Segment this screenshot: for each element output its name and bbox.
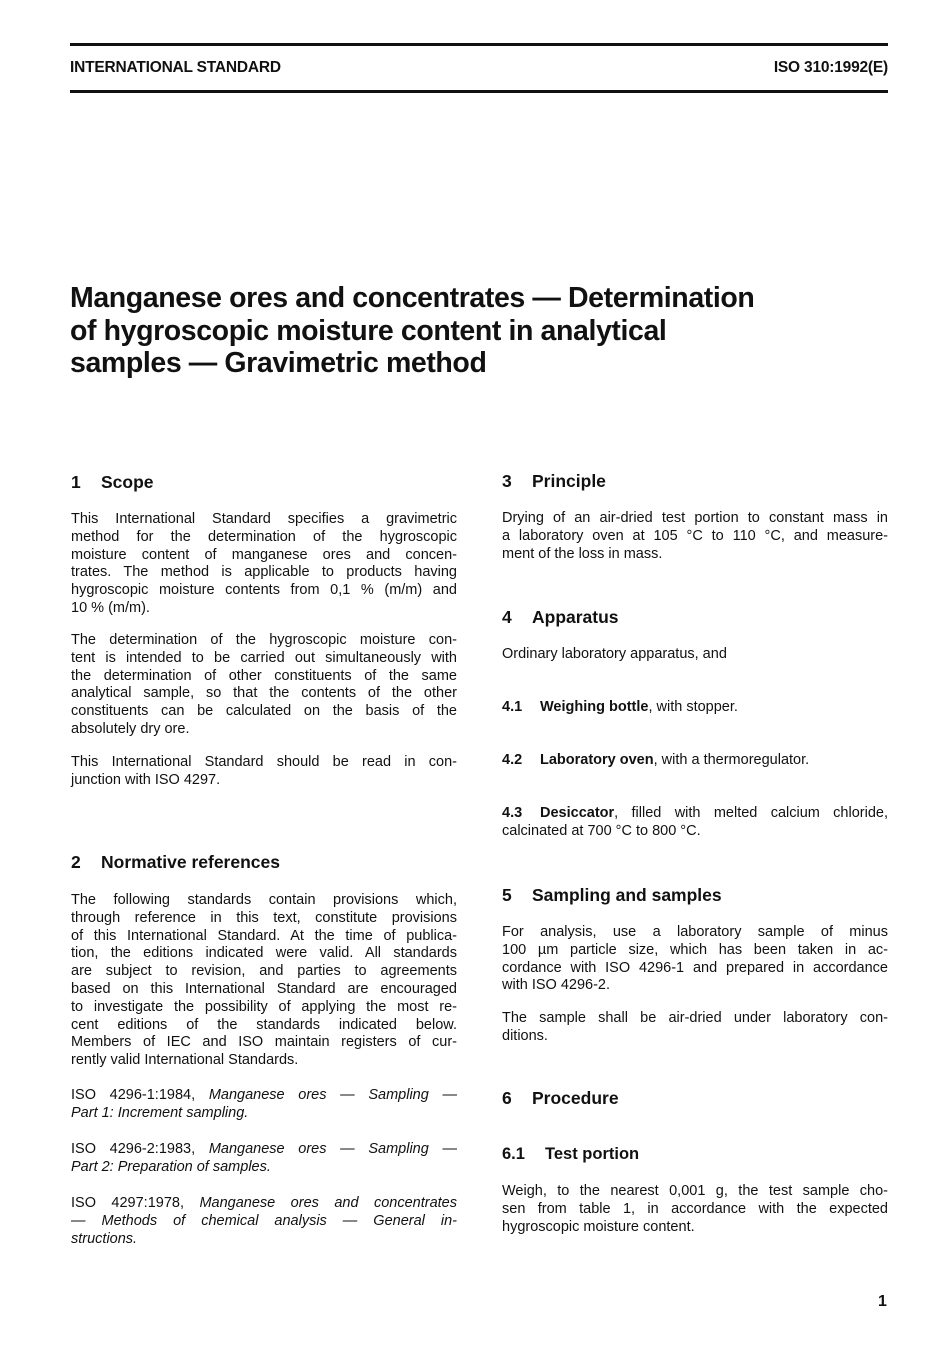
title-line: Manganese ores and concentrates — Determination — [70, 282, 755, 314]
text-line: cent editions of the standards indicated below. — [71, 1016, 457, 1033]
normative-paragraph — [71, 892, 457, 1070]
text-line: to investigate the possibility of applying the most re- — [71, 998, 457, 1015]
section-title: Normative references — [101, 852, 280, 872]
text-line: absolutely dry ore. — [71, 720, 190, 737]
text-line: For analysis, use a laboratory sample of minus — [502, 924, 888, 940]
text-line: are subject to revision, and parties to agreements — [71, 963, 457, 980]
reference-title: Part 2: Preparation of samples. — [71, 1158, 271, 1175]
text-line: 10 % (m/m). — [71, 599, 150, 616]
subsection-title: Test portion — [545, 1145, 640, 1163]
document-title — [70, 282, 870, 380]
section-heading-apparatus — [502, 607, 619, 628]
item-description: , with stopper. — [648, 699, 738, 715]
apparatus-item-4-2 — [502, 752, 888, 770]
reference-item — [71, 1141, 457, 1177]
text-line: through reference in this text, constitute provisions — [71, 909, 457, 926]
section-heading-principle — [502, 471, 606, 492]
text-line: Drying of an air-dried test portion to constant mass in — [502, 510, 888, 526]
text-line: trates. The method is applicable to products having — [71, 564, 457, 581]
text-line: moisture content of manganese ores and concen- — [71, 546, 457, 563]
text-line: a laboratory oven at 105 °C to 110 °C, and measure- — [502, 527, 888, 544]
item-description: calcinated at 700 °C to 800 °C. — [502, 822, 701, 839]
text-line: The following standards contain provisions which, — [71, 892, 457, 908]
document-type-label: INTERNATIONAL STANDARD — [70, 59, 281, 76]
reference-title: Manganese ores — Sampling — — [208, 1087, 457, 1103]
document-number: ISO 310:1992(E) — [773, 59, 888, 76]
text-line: ditions. — [502, 1027, 548, 1044]
text-line: The determination of the hygroscopic moisture con- — [71, 632, 457, 648]
item-term: Desiccator — [540, 805, 615, 821]
text-line: The sample shall be air-dried under laboratory con- — [502, 1010, 888, 1026]
reference-title: Manganese ores — Sampling — — [208, 1141, 457, 1157]
apparatus-item-4-3 — [502, 805, 888, 841]
section-title: Procedure — [532, 1088, 619, 1108]
text-line: This International Standard specifies a gravimetric — [71, 511, 457, 527]
section-number: 4 — [502, 607, 512, 627]
scope-paragraph-3 — [71, 754, 457, 790]
text-line: cordance with ISO 4296-1 and prepared in accordance — [502, 959, 888, 976]
apparatus-intro — [502, 646, 888, 664]
section-title: Apparatus — [532, 607, 619, 627]
subsection-heading-test-portion — [502, 1145, 639, 1164]
item-description: , filled with melted calcium chloride, — [614, 805, 888, 821]
section-number: 1 — [71, 472, 81, 492]
test-portion-paragraph — [502, 1183, 888, 1236]
section-number: 2 — [71, 852, 81, 872]
text-line: constituents can be calculated on the basis of the — [71, 703, 457, 720]
sampling-paragraph-1 — [502, 924, 888, 995]
title-line: of hygroscopic moisture content in analytical — [70, 314, 667, 347]
reference-item — [71, 1195, 457, 1248]
text-line: Ordinary laboratory apparatus, and — [502, 646, 727, 662]
text-line: rently valid International Standards. — [71, 1052, 299, 1069]
item-term: Laboratory oven — [540, 752, 654, 768]
reference-item — [71, 1087, 457, 1123]
reference-id: ISO 4296-2:1983, — [71, 1141, 196, 1157]
text-line: tion, the editions indicated were valid. All standards — [71, 945, 457, 962]
item-number: 4.1 — [502, 699, 523, 715]
reference-title: structions. — [71, 1230, 138, 1247]
subsection-number: 6.1 — [502, 1145, 525, 1163]
section-heading-normative-references — [71, 852, 280, 873]
section-title: Principle — [532, 471, 606, 491]
text-line: with ISO 4296-2. — [502, 977, 610, 994]
text-line: ment of the loss in mass. — [502, 545, 663, 562]
page-number: 1 — [878, 1293, 887, 1310]
text-line: the determination of other constituents of the same — [71, 667, 457, 684]
section-heading-sampling — [502, 885, 722, 906]
text-line: junction with ISO 4297. — [71, 771, 221, 788]
text-line: based on this International Standard are encouraged — [71, 980, 457, 997]
scope-paragraph-2 — [71, 632, 457, 739]
section-number: 6 — [502, 1088, 512, 1108]
header-rule-top — [70, 43, 888, 46]
item-term: Weighing bottle — [540, 699, 649, 715]
title-line: samples — Gravimetric method — [70, 347, 487, 379]
text-line: hygroscopic moisture contents from 0,1 % (m/m) and — [71, 582, 457, 599]
item-number: 4.3 — [502, 805, 523, 821]
text-line: Members of IEC and ISO maintain registers of cur- — [71, 1034, 457, 1051]
principle-paragraph — [502, 510, 888, 563]
text-line: Weigh, to the nearest 0,001 g, the test sample cho- — [502, 1183, 888, 1199]
section-heading-scope — [71, 472, 154, 493]
sampling-paragraph-2 — [502, 1010, 888, 1046]
reference-title: — Methods of chemical analysis — General in- — [71, 1212, 457, 1229]
reference-title: Part 1: Increment sampling. — [71, 1104, 249, 1121]
scope-paragraph-1 — [71, 511, 457, 618]
header-rule-bottom — [70, 90, 888, 93]
text-line: tent is intended to be carried out simultaneously with — [71, 649, 457, 666]
text-line: of this International Standard. At the time of publica- — [71, 927, 457, 944]
reference-id: ISO 4296-1:1984, — [71, 1087, 196, 1103]
section-number: 5 — [502, 885, 512, 905]
text-line: This International Standard should be read in con- — [71, 754, 457, 770]
text-line: sen from table 1, in accordance with the expected — [502, 1200, 888, 1217]
item-number: 4.2 — [502, 752, 523, 768]
section-heading-procedure — [502, 1088, 619, 1109]
text-line: 100 µm particle size, which has been taken in ac- — [502, 941, 888, 958]
section-title: Sampling and samples — [532, 885, 722, 905]
section-number: 3 — [502, 471, 512, 491]
apparatus-item-4-1 — [502, 699, 888, 717]
reference-id: ISO 4297:1978, — [71, 1195, 184, 1211]
reference-title: Manganese ores and concentrates — [199, 1195, 457, 1211]
text-line: analytical sample, so that the contents of the other — [71, 685, 457, 702]
item-description: , with a thermoregulator. — [653, 752, 810, 768]
text-line: method for the determination of the hygroscopic — [71, 528, 457, 545]
text-line: hygroscopic moisture content. — [502, 1218, 695, 1235]
section-title: Scope — [101, 472, 154, 492]
